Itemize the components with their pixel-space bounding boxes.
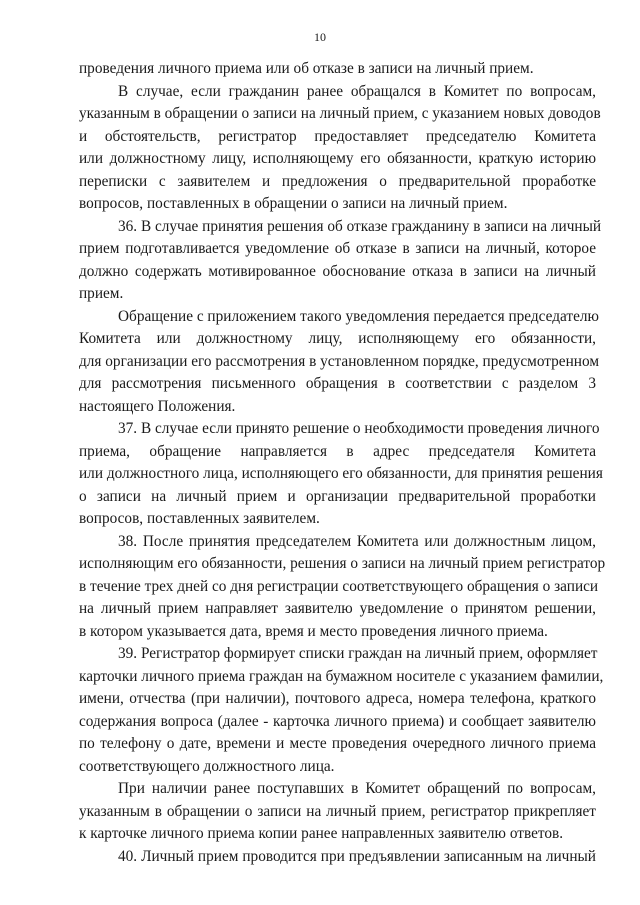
text-line: проведения личного приема или об отказе в записи на личный прием.	[79, 60, 534, 77]
text-line: на личный прием направляет заявителю уведомление о принятом решении,	[79, 600, 596, 617]
text-line: В случае, если гражданин ранее обращался в Комитет по вопросам,	[118, 82, 596, 100]
text-line: и обстоятельств, регистратор предоставляет председателю Комитета	[79, 127, 596, 145]
text-line: переписки с заявителем и предложения о предварительной проработке	[79, 172, 596, 190]
text-line: 38. После принятия председателем Комитета или должностным лицом,	[118, 532, 596, 550]
text-line: настоящего Положения.	[79, 397, 236, 415]
text-line: 39. Регистратор формирует списки граждан на личный прием, оформляет	[118, 645, 598, 662]
text-line: указанным в обращении о записи на личный прием, с указанием новых доводов	[79, 105, 601, 122]
text-line: в котором указывается дата, время и место проведения личного приема.	[79, 622, 548, 640]
text-line: или должностного лица, исполняющего его обязанности, для принятия решения	[79, 465, 603, 482]
text-line: для организации его рассмотрения в установленном порядке, предусмотренном	[79, 352, 600, 370]
text-line: должно содержать мотивированное обоснование отказа в записи на личный	[79, 262, 596, 280]
text-line: содержания вопроса (далее - карточка личного приема) и сообщает заявителю	[79, 712, 596, 730]
text-line: 36. В случае принятия решения об отказе гражданину в записи на личный	[118, 217, 602, 235]
text-line: о записи на личный прием и организации предварительной проработки	[79, 487, 596, 505]
text-line: приема, обращение направляется в адрес председателя Комитета	[79, 442, 596, 460]
text-line: соответствующего должностного лица.	[79, 757, 335, 775]
text-line: имени, отчества (при наличии), почтового адреса, номера телефона, краткого	[79, 690, 596, 707]
text-line: вопросов, поставленных в обращении о записи на личный прием.	[79, 195, 508, 212]
text-line: указанным в обращении о записи на личный прием, регистратор прикрепляет	[79, 802, 596, 820]
page-number: 10	[314, 30, 326, 44]
text-line: 37. В случае если принято решение о необходимости проведения личного	[118, 420, 600, 437]
text-line: прием подготавливается уведомление об отказе в записи на личный, которое	[79, 240, 596, 257]
text-line: 40. Личный прием проводится при предъявлении записанным на личный	[118, 847, 596, 865]
text-line: При наличии ранее поступавших в Комитет обращений по вопросам,	[118, 780, 596, 797]
text-line: или должностному лицу, исполняющему его обязанности, краткую историю	[79, 150, 596, 167]
text-line: по телефону о дате, времени и месте проведения очередного личного приема	[79, 735, 596, 752]
text-line: Обращение с приложением такого уведомления передается председателю	[118, 307, 599, 325]
text-line: для рассмотрения письменного обращения в соответствии с разделом 3	[79, 375, 596, 392]
text-line: Комитета или должностному лицу, исполняющему его обязанности,	[79, 330, 596, 347]
document-body	[79, 58, 606, 868]
text-line: исполняющим его обязанности, решения о записи на личный прием регистратор	[79, 555, 606, 572]
text-line: к карточке личного приема копии ранее направленных заявителю ответов.	[79, 825, 564, 842]
text-line: в течение трех дней со дня регистрации соответствующего обращения о записи	[79, 577, 599, 595]
text-line: карточки личного приема граждан на бумажном носителе с указанием фамилии,	[79, 667, 604, 685]
text-line: вопросов, поставленных заявителем.	[79, 510, 320, 527]
text-line: прием.	[79, 285, 124, 302]
